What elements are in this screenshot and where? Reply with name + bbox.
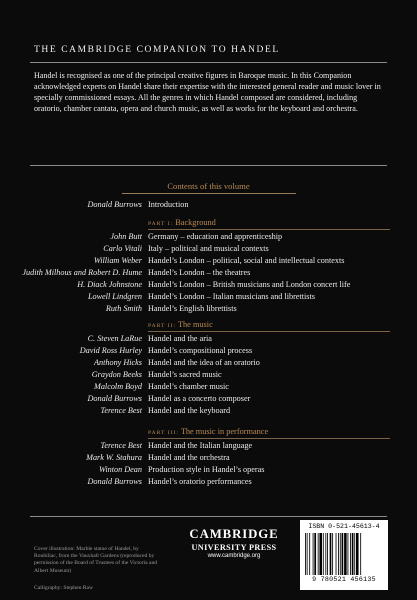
contents-entry <box>0 370 417 380</box>
contents-entry <box>0 406 417 416</box>
cover-illustration-credit: Cover illustration: Marble statue of Handel, by Roubiliac, from the Vauxhall Gardens (reproduced by permission of the Board of Trustees of the Victoria and Albert Museum) <box>34 546 158 574</box>
entry-author: Carlo Vitali <box>103 244 142 253</box>
publisher-logo <box>182 527 286 559</box>
entry-title: Handel’s London – the theatres <box>148 268 251 277</box>
contents-entry <box>0 465 417 475</box>
entry-title: Handel’s London – British musicians and London concert life <box>148 280 351 289</box>
part-heading-rule <box>148 229 390 230</box>
entry-title: Handel’s sacred music <box>148 370 222 379</box>
entry-author: David Ross Hurley <box>79 346 142 355</box>
entry-author: Terence Best <box>100 406 142 415</box>
contents-heading: Contents of this volume <box>167 181 250 191</box>
contents-entry <box>0 304 417 314</box>
entry-author: Donald Burrows <box>87 394 142 403</box>
entry-title: Germany – education and apprenticeship <box>148 232 283 241</box>
calligraphy-credit: Calligraphy: Stephen Raw <box>34 585 94 591</box>
contents-entry <box>0 232 417 242</box>
entry-author: Ruth Smith <box>105 304 142 313</box>
isbn-label: ISBN 0-521-45613-4 <box>308 523 380 530</box>
entry-author: William Weber <box>93 256 142 265</box>
entry-author: Malcolm Boyd <box>94 382 142 391</box>
part-title: The music <box>177 320 213 329</box>
entry-author: Mark W. Stahura <box>86 453 142 462</box>
entry-author: Anthony Hicks <box>94 358 142 367</box>
contents-entry <box>0 394 417 404</box>
contents-entry <box>0 292 417 302</box>
contents-entry <box>0 244 417 254</box>
entry-title: Handel as a concerto composer <box>148 394 251 403</box>
part-label: PART I: <box>148 221 174 227</box>
entry-title: Handel’s oratorio performances <box>148 477 252 486</box>
entry-title: Handel and the idea of an oratorio <box>148 358 260 367</box>
part-heading <box>148 218 216 227</box>
entry-title: Handel’s chamber music <box>148 382 229 391</box>
part-title: The music in performance <box>180 427 269 436</box>
publisher-press: UNIVERSITY PRESS <box>191 543 277 552</box>
contents-entry <box>0 256 417 266</box>
part-heading-rule <box>148 331 390 332</box>
part-heading <box>148 320 213 329</box>
barcode-panel <box>300 520 388 590</box>
part-heading <box>148 427 268 436</box>
entry-author: C. Steven LaRue <box>87 334 142 343</box>
contents-entry <box>0 334 417 344</box>
contents-entry-introduction <box>0 200 417 210</box>
contents-entry <box>0 280 417 290</box>
entry-title: Italy – political and musical contexts <box>148 244 269 253</box>
entry-author: Graydon Beeks <box>91 370 142 379</box>
entry-title: Handel and the Italian language <box>148 441 253 450</box>
entry-title: Handel’s English librettists <box>148 304 237 313</box>
entry-author: Donald Burrows <box>87 477 142 486</box>
entry-title: Handel and the aria <box>148 334 212 343</box>
publisher-name: CAMBRIDGE <box>189 527 279 541</box>
contents-entry <box>0 358 417 368</box>
blurb-paragraph: Handel is recognised as one of the principal creative figures in Baroque music. In this Companion acknowledged experts on Handel share their expertise with the interested general reader and music lover in specially commissioned essays. All the genres in which Handel composed are considered, including oratorio, chamber cantata, opera and church music, as well as works for the keyboard and orchestra. <box>34 71 381 114</box>
barcode-number: 9 780521 456135 <box>312 576 376 583</box>
entry-author: Winton Dean <box>99 465 142 474</box>
barcode-icon <box>305 533 383 575</box>
entry-author: Terence Best <box>100 441 142 450</box>
contents-heading-rule <box>122 193 296 194</box>
entry-title: Production style in Handel’s operas <box>148 465 265 474</box>
contents-entry <box>0 346 417 356</box>
series-title: THE CAMBRIDGE COMPANION TO HANDEL <box>34 45 280 55</box>
contents-entry <box>0 441 417 451</box>
part-label: PART III: <box>148 430 179 436</box>
part-heading-rule <box>148 438 390 439</box>
entry-title: Handel’s compositional process <box>148 346 253 355</box>
middle-rule <box>30 165 387 166</box>
entry-author: H. Diack Johnstone <box>77 280 142 289</box>
part-label: PART II: <box>148 323 177 329</box>
contents-entry <box>0 453 417 463</box>
entry-title: Introduction <box>148 200 189 209</box>
publisher-website: www.cambridge.org <box>207 553 261 559</box>
bottom-rule <box>30 516 387 517</box>
entry-author: Lowell Lindgren <box>87 292 142 301</box>
entry-title: Handel’s London – Italian musicians and librettists <box>148 292 315 301</box>
entry-title: Handel and the keyboard <box>148 406 231 415</box>
contents-entry <box>0 477 417 487</box>
entry-author: John Butt <box>110 232 142 241</box>
entry-title: Handel’s London – political, social and intellectual contexts <box>148 256 345 265</box>
entry-author: Judith Milhous and Robert D. Hume <box>22 268 142 277</box>
top-rule <box>30 62 387 63</box>
contents-entry <box>0 382 417 392</box>
entry-title: Handel and the orchestra <box>148 453 230 462</box>
part-title: Background <box>175 218 216 227</box>
entry-author: Donald Burrows <box>87 200 142 209</box>
contents-entry <box>0 268 417 278</box>
